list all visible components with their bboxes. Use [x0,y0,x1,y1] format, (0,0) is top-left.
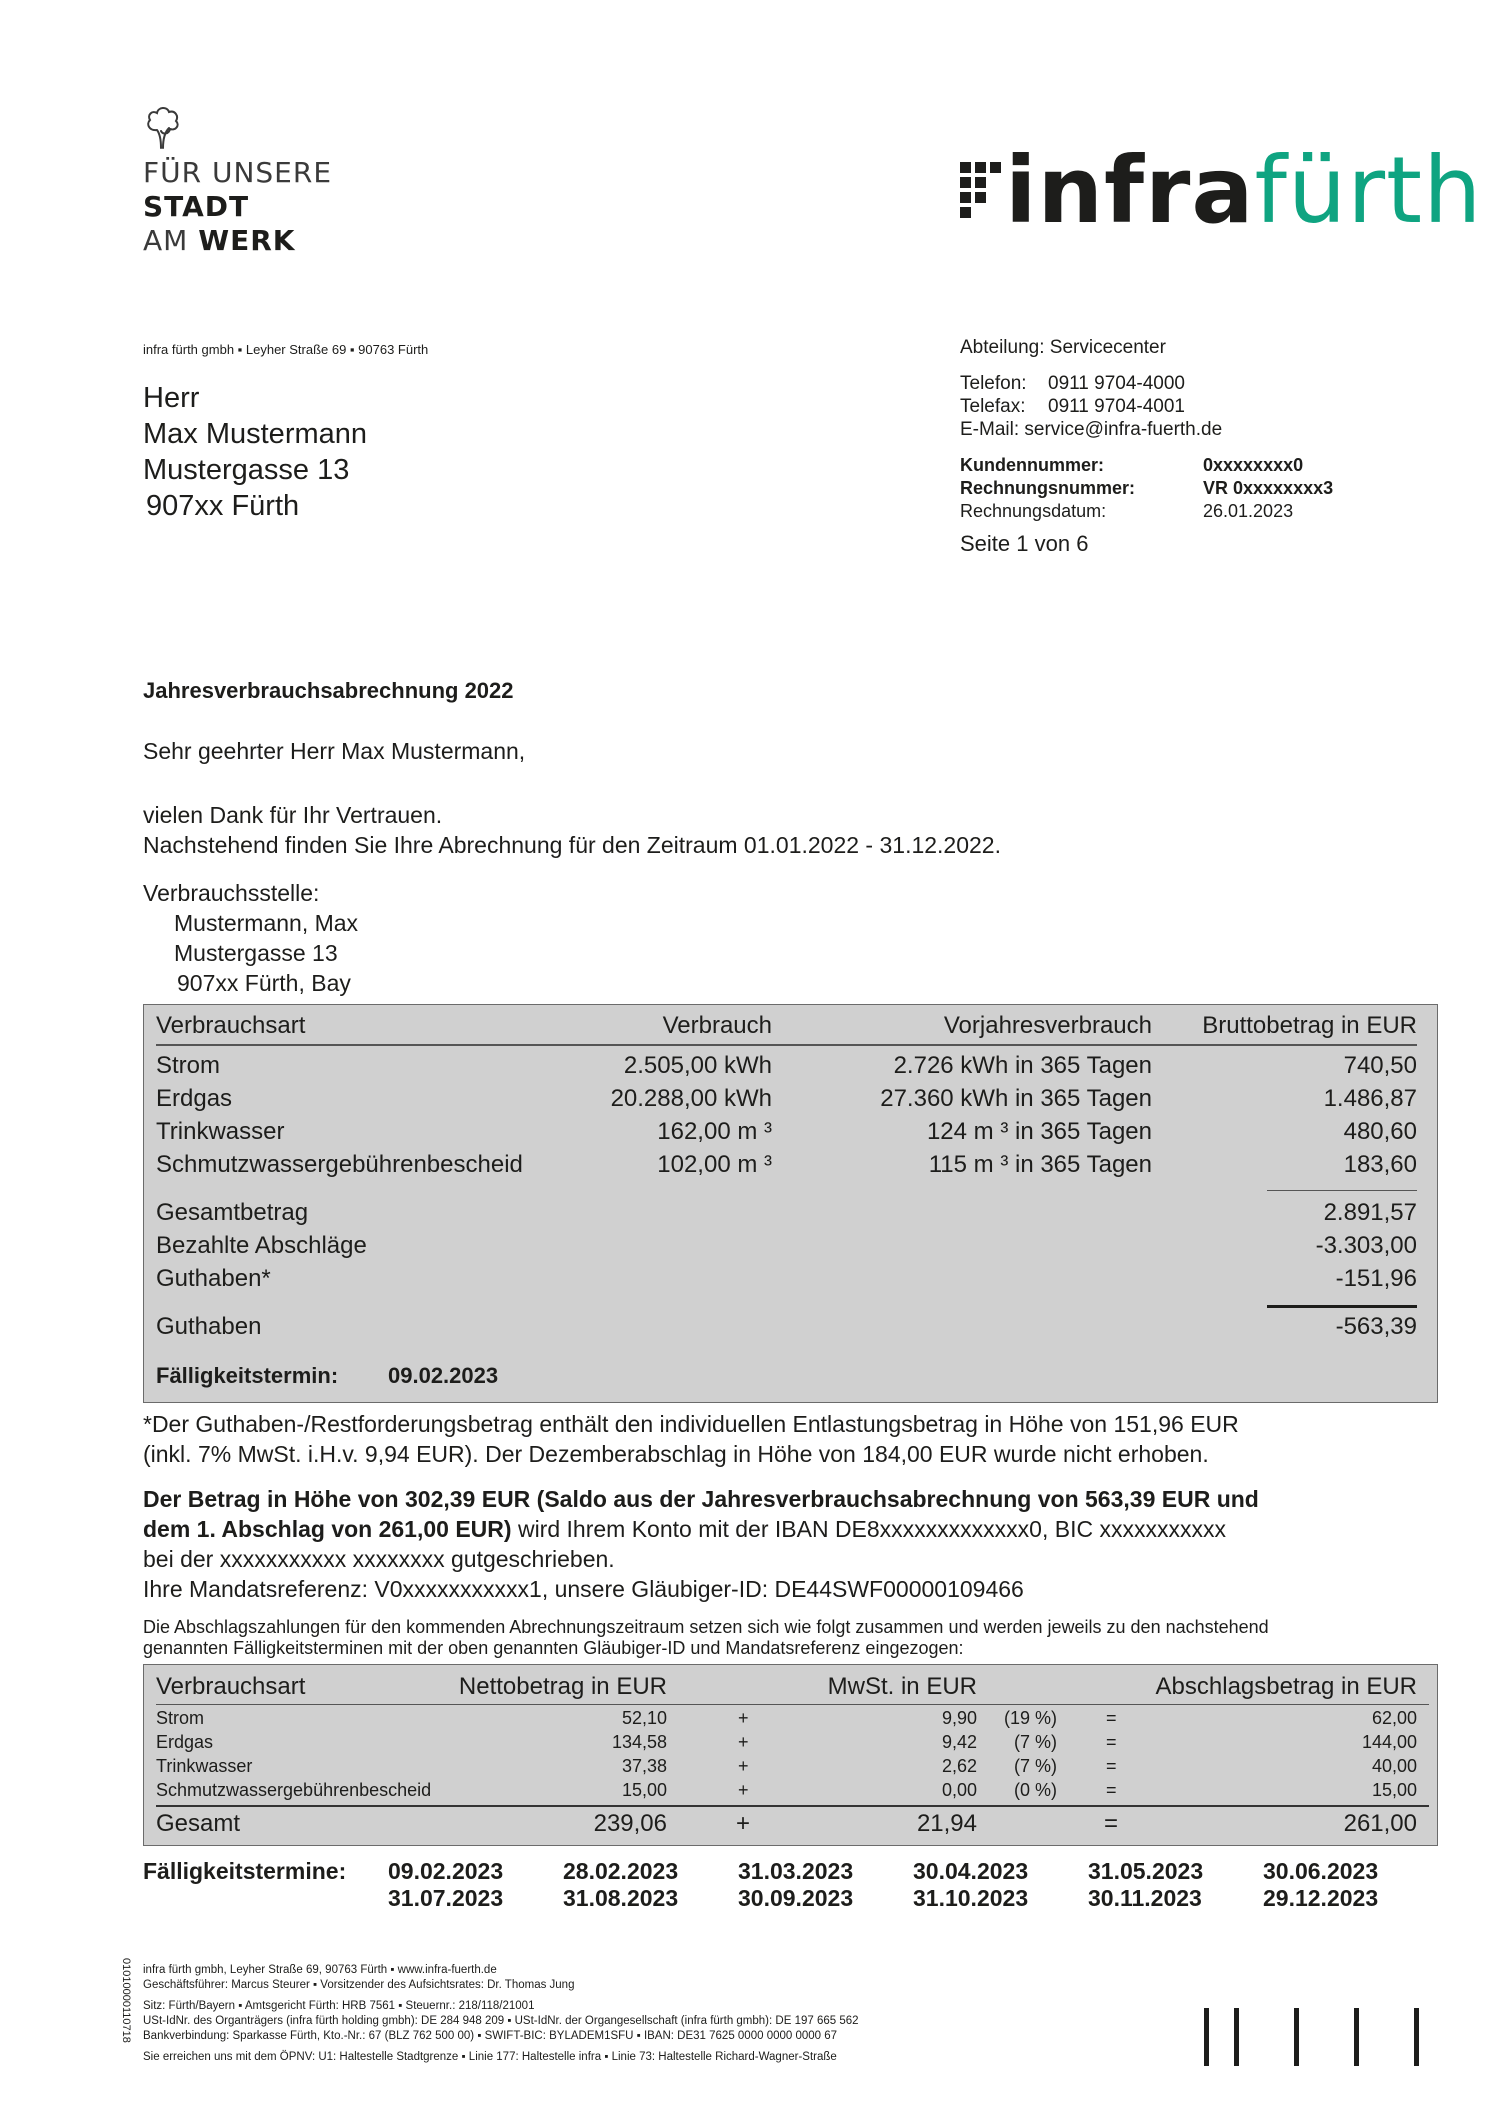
row-previous: 27.360 kWh in 365 Tagen [880,1085,1152,1112]
installment-intro [143,1617,1269,1659]
row-type: Schmutzwassergebührenbescheid [156,1780,432,1800]
row-type: Trinkwasser [156,1756,253,1776]
page-number: Seite 1 von 6 [960,531,1089,556]
total-plus: + [736,1810,751,1837]
paid-label: Bezahlte Abschläge [156,1232,367,1259]
mandate-line: Ihre Mandatsreferenz: V0xxxxxxxxxxx1, unsere Gläubiger-ID: DE44SWF00000109466 [143,1576,1024,1602]
installment-row [156,1706,1427,1730]
row-type: Strom [156,1052,221,1079]
invoice-number-row [960,477,1440,500]
phone-value: 0911 9704-4000 [1048,373,1185,394]
row-amount: 144,00 [1361,1732,1417,1752]
header-type: Verbrauchsart [156,1673,306,1700]
due-date: 31.10.2023 [913,1885,1029,1911]
row-amount: 1.486,87 [1323,1085,1417,1112]
consumption-table [143,1004,1438,1403]
due-date: 31.07.2023 [388,1885,504,1911]
footer-line: Sitz: Fürth/Bayern ▪ Amtsgericht Fürth: HRB 7561 ▪ Steuernr.: 218/118/21001 [143,2000,535,2012]
credit-label: Guthaben* [156,1265,271,1292]
consumption-header-row [156,1011,1417,1041]
installment-intro-line-1: Die Abschlagszahlungen für den kommenden Abrechnungszeitraum setzen sich wie folgt zusammen und werden jeweils zu den nachstehend [143,1617,1269,1637]
footer-vertical-code: 01010000110718 [120,1958,132,2043]
footer-line: Geschäftsführer: Marcus Steurer ▪ Vorsitzender des Aufsichtsrates: Dr. Thomas Jung [143,1979,575,1991]
due-date: 31.05.2023 [1088,1858,1204,1884]
row-amount: 40,00 [1371,1756,1417,1776]
header-usage: Verbrauch [662,1012,772,1039]
payout-line-3: bei der xxxxxxxxxxx xxxxxxxx gutgeschrieben. [143,1546,615,1572]
site-label: Verbrauchsstelle: [143,880,320,906]
installment-intro-line-2: genannten Fälligkeitsterminen mit der oben genannten Gläubiger-ID und Mandatsreferenz eingezogen: [143,1638,964,1658]
row-previous: 2.726 kWh in 365 Tagen [893,1052,1152,1079]
row-plus: + [738,1780,749,1800]
footnote-line-1: *Der Guthaben-/Restforderungsbetrag enthält den individuellen Entlastungsbetrag in Höhe von 151,96 EUR [143,1411,1239,1437]
due-date: 30.09.2023 [738,1885,854,1911]
logo-infra: infra [1005,137,1255,244]
total-net: 239,06 [593,1810,667,1837]
installment-total-divider [156,1805,1429,1807]
due-date: 28.02.2023 [563,1858,679,1884]
invoice-date-label: Rechnungsdatum: [960,501,1107,521]
total-amount: 261,00 [1343,1810,1417,1837]
row-eq: = [1106,1780,1117,1800]
row-amount: 183,60 [1343,1151,1417,1178]
sum-divider [1267,1190,1417,1191]
footer-line: USt-IdNr. des Organträgers (infra fürth holding gmbh): DE 284 948 209 ▪ USt-IdNr. der Organgesellschaft (infra fürth gmbh): DE 197 665 562 [143,2015,859,2027]
invoice-number-label: Rechnungsnummer: [960,478,1136,498]
invoice-date-row [960,500,1440,523]
credit-row [156,1264,1417,1294]
row-eq: = [1106,1732,1117,1752]
row-previous: 115 m ³ in 365 Tagen [928,1151,1152,1178]
consumption-row [156,1051,1417,1081]
total-amount: 2.891,57 [1323,1199,1417,1226]
consumption-row [156,1117,1417,1147]
due-label: Fälligkeitstermin: [156,1363,339,1388]
greeting: Sehr geehrter Herr Max Mustermann, [143,738,526,764]
header-vat: MwSt. in EUR [827,1673,977,1700]
installment-header-divider [156,1704,1429,1705]
row-type: Erdgas [156,1732,214,1752]
fax-label: Telefax: [960,396,1026,417]
period-line: Nachstehend finden Sie Ihre Abrechnung für den Zeitraum 01.01.2022 - 31.12.2022. [143,832,1001,858]
row-amount: 15,00 [1371,1780,1417,1800]
row-vat: 9,90 [941,1708,977,1728]
row-amount: 62,00 [1371,1708,1417,1728]
header-divider [156,1044,1417,1046]
fax-value: 0911 9704-4001 [1048,396,1185,417]
recipient-address [143,380,367,524]
footer-line: Sie erreichen uns mit dem ÖPNV: U1: Haltestelle Stadtgrenze ▪ Linie 177: Haltestelle infra ▪ Linie 73: Haltestelle Richard-Wagner-Straße [143,2051,837,2063]
customer-number-label: Kundennummer: [960,455,1104,475]
credit-amount: -151,96 [1335,1265,1417,1292]
row-rate: (7 %) [1013,1756,1057,1776]
site-street: Mustergasse 13 [174,940,338,966]
thanks-line: vielen Dank für Ihr Vertrauen. [143,802,443,828]
row-type: Strom [156,1708,205,1728]
footer-line: infra fürth gmbh, Leyher Straße 69, 90763 Fürth ▪ www.infra-fuerth.de [143,1964,497,1976]
site-city: 907xx Fürth, Bay [177,970,351,996]
slogan [143,104,363,258]
consumption-row [156,1150,1417,1180]
row-vat: 2,62 [941,1756,977,1776]
header-amount: Bruttobetrag in EUR [1202,1012,1417,1039]
balance-row [156,1312,1417,1342]
slogan-line-3b: WERK [198,224,296,257]
phone-row [960,372,1440,395]
recipient-city: 907xx Fürth [146,490,300,522]
payout-line-1: Der Betrag in Höhe von 302,39 EUR (Saldo aus der Jahresverbrauchsabrechnung von 563,39 EUR und [143,1486,1259,1512]
recipient-name: Max Mustermann [143,418,368,450]
row-type: Erdgas [156,1085,233,1112]
installment-total-row [156,1808,1427,1840]
slogan-line-3 [143,224,363,258]
row-net: 52,10 [621,1708,667,1728]
row-rate: (0 %) [1013,1780,1057,1800]
logo-fuerth: fürth [1254,137,1483,244]
paid-row [156,1231,1417,1261]
due-date: 09.02.2023 [388,1363,499,1388]
row-amount: 480,60 [1343,1118,1417,1145]
row-type: Schmutzwassergebührenbescheid [156,1151,523,1178]
due-date: 31.08.2023 [563,1885,679,1911]
footer-line: Bankverbindung: Sparkasse Fürth, Kto.-Nr.: 67 (BLZ 762 500 00) ▪ SWIFT-BIC: BYLADEM1SFU ▪ IBAN: DE31 7625 0000 0000 0000 67 [143,2030,838,2042]
row-usage: 2.505,00 kWh [623,1052,772,1079]
due-date: 30.11.2023 [1088,1885,1202,1911]
row-usage: 102,00 m ³ [657,1151,772,1178]
slogan-line-1: FÜR UNSERE [143,156,333,189]
due-date: 09.02.2023 [388,1858,504,1884]
row-usage: 20.288,00 kWh [610,1085,772,1112]
footer [143,1963,859,2065]
header-previous: Vorjahresverbrauch [943,1012,1152,1039]
row-net: 134,58 [611,1732,667,1752]
recipient-salutation: Herr [143,382,200,414]
paid-amount: -3.303,00 [1315,1232,1417,1259]
total-vat: 21,94 [916,1810,977,1837]
header-type: Verbrauchsart [156,1012,306,1039]
slogan-line-2: STADT [143,190,250,223]
header-net: Nettobetrag in EUR [458,1673,667,1700]
row-net: 15,00 [621,1780,667,1800]
barcode-marks [1202,2008,1432,2066]
consumption-row [156,1084,1417,1114]
recipient-street: Mustergasse 13 [143,454,350,486]
row-rate: (19 %) [1003,1708,1057,1728]
row-usage: 162,00 m ³ [657,1118,772,1145]
department: Abteilung: Servicecenter [960,337,1166,358]
slogan-line-3a: AM [143,224,199,257]
fax-row [960,395,1440,418]
payout-line-2 [143,1514,1413,1544]
row-type: Trinkwasser [156,1118,285,1145]
due-row [156,1361,1417,1391]
due-date: 29.12.2023 [1263,1885,1379,1911]
invoice-number: VR 0xxxxxxxx3 [1203,478,1334,498]
contact-block [960,336,1440,555]
row-eq: = [1106,1756,1117,1776]
document-title: Jahresverbrauchsabrechnung 2022 [143,678,514,703]
installment-table [143,1664,1438,1846]
installment-row [156,1754,1427,1778]
phone-label: Telefon: [960,373,1027,394]
customer-number: 0xxxxxxxx0 [1203,455,1304,475]
total-label: Gesamt [156,1810,241,1837]
row-plus: + [738,1708,749,1728]
row-plus: + [738,1756,749,1776]
balance-amount: -563,39 [1335,1313,1417,1340]
row-eq: = [1106,1708,1117,1728]
customer-number-row [960,454,1440,477]
company-logo [960,137,1483,260]
total-row [156,1198,1417,1228]
installment-row [156,1778,1427,1802]
due-date: 30.06.2023 [1263,1858,1379,1884]
total-eq: = [1104,1810,1119,1837]
payout-bold: dem 1. Abschlag von 261,00 EUR) [143,1516,512,1542]
due-date: 30.04.2023 [913,1858,1029,1884]
sender-line: infra fürth gmbh ▪ Leyher Straße 69 ▪ 90763 Fürth [143,342,429,357]
balance-divider [1267,1305,1417,1308]
installment-header-row [156,1673,1427,1703]
due-dates-label: Fälligkeitstermine: [143,1858,347,1884]
total-label: Gesamtbetrag [156,1199,309,1226]
footnote-line-2: (inkl. 7% MwSt. i.H.v. 9,94 EUR). Der Dezemberabschlag in Höhe von 184,00 EUR wurde nicht erhoben. [143,1441,1209,1467]
email: E-Mail: service@infra-fuerth.de [960,419,1223,440]
row-previous: 124 m ³ in 365 Tagen [926,1118,1152,1145]
row-amount: 740,50 [1343,1052,1417,1079]
row-plus: + [738,1732,749,1752]
row-vat: 9,42 [941,1732,977,1752]
invoice-date: 26.01.2023 [1203,501,1294,521]
balance-label: Guthaben [156,1313,262,1340]
row-net: 37,38 [621,1756,667,1776]
installment-row [156,1730,1427,1754]
site-name: Mustermann, Max [174,910,359,936]
row-rate: (7 %) [1013,1732,1057,1752]
header-amount: Abschlagsbetrag in EUR [1155,1673,1417,1700]
tree-icon [143,104,183,150]
payout-iban: wird Ihrem Konto mit der IBAN DE8xxxxxxxxxxxxx0, BIC xxxxxxxxxxx [511,1516,1226,1542]
due-date: 31.03.2023 [738,1858,854,1884]
row-vat: 0,00 [941,1780,977,1800]
logo-wordmark [1005,136,1482,246]
